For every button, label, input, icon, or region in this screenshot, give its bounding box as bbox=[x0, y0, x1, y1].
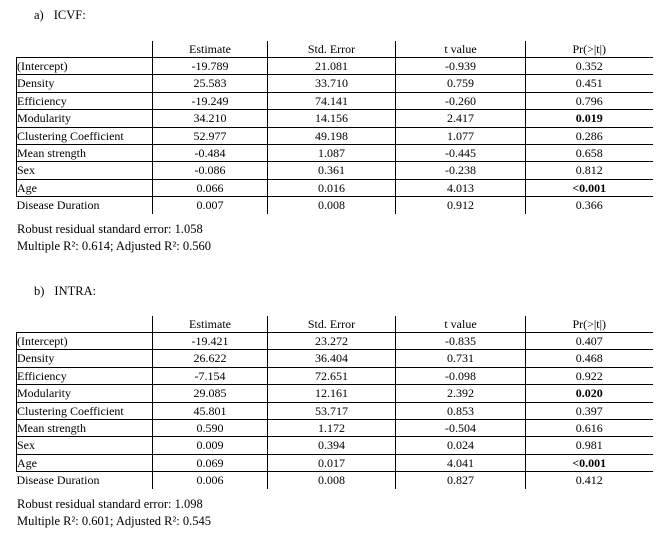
estimate-cell: 45.801 bbox=[153, 402, 268, 419]
std-error-cell: 53.717 bbox=[268, 402, 396, 419]
row-label: (Intercept) bbox=[17, 58, 153, 75]
table-row bbox=[17, 333, 653, 350]
estimate-cell: 26.622 bbox=[153, 350, 268, 367]
row-label: Age bbox=[17, 454, 153, 471]
estimate-cell: 25.583 bbox=[153, 75, 268, 92]
t-value-cell: 4.013 bbox=[396, 179, 526, 196]
col-std-error: Std. Error bbox=[268, 41, 396, 58]
std-error-cell: 49.198 bbox=[268, 127, 396, 144]
section-b-title: INTRA: bbox=[54, 284, 97, 298]
std-error-cell: 36.404 bbox=[268, 350, 396, 367]
table-row bbox=[17, 367, 653, 384]
std-error-cell: 0.008 bbox=[268, 197, 396, 214]
table-row bbox=[17, 402, 653, 419]
p-value-cell: 0.352 bbox=[526, 58, 653, 75]
row-label: Disease Duration bbox=[16, 198, 100, 213]
col-p-value: Pr(>|t|) bbox=[526, 41, 653, 58]
table-row bbox=[17, 437, 653, 454]
estimate-cell: 0.066 bbox=[153, 179, 268, 196]
table-row bbox=[17, 385, 653, 402]
t-value-cell: 0.024 bbox=[396, 437, 526, 454]
table-row bbox=[17, 420, 653, 437]
t-value-cell: -0.835 bbox=[396, 333, 526, 350]
table-row bbox=[17, 58, 653, 75]
std-error-cell: 23.272 bbox=[268, 333, 396, 350]
section-b-notes bbox=[17, 496, 211, 530]
row-label: Disease Duration bbox=[16, 473, 100, 488]
icvf-regression-table bbox=[16, 41, 653, 214]
table-row bbox=[17, 197, 653, 214]
p-value-cell: 0.616 bbox=[526, 420, 653, 437]
p-value-cell: 0.658 bbox=[526, 145, 653, 162]
r-squared-note: Multiple R²: 0.601; Adjusted R²: 0.545 bbox=[17, 514, 211, 528]
t-value-cell: 0.759 bbox=[396, 75, 526, 92]
row-label: Mean strength bbox=[17, 145, 153, 162]
estimate-cell: -0.484 bbox=[153, 145, 268, 162]
row-label: Mean strength bbox=[17, 420, 153, 437]
std-error-cell: 0.008 bbox=[268, 472, 396, 489]
estimate-cell: 29.085 bbox=[153, 385, 268, 402]
p-value-cell: 0.796 bbox=[526, 92, 653, 109]
std-error-cell: 1.087 bbox=[268, 145, 396, 162]
estimate-cell: -19.421 bbox=[153, 333, 268, 350]
std-error-cell: 0.016 bbox=[268, 179, 396, 196]
row-label: Efficiency bbox=[17, 92, 153, 109]
estimate-cell: -0.086 bbox=[153, 162, 268, 179]
table-row bbox=[17, 350, 653, 367]
table-row bbox=[17, 472, 653, 489]
table-row bbox=[17, 454, 653, 471]
table-row bbox=[17, 145, 653, 162]
t-value-cell: 0.731 bbox=[396, 350, 526, 367]
row-label: Clustering Coefficient bbox=[17, 127, 153, 144]
table-row bbox=[17, 162, 653, 179]
std-error-cell: 0.017 bbox=[268, 454, 396, 471]
estimate-cell: 0.007 bbox=[153, 197, 268, 214]
p-value-cell: 0.366 bbox=[526, 197, 653, 214]
estimate-cell: 0.590 bbox=[153, 420, 268, 437]
section-a-title: ICVF: bbox=[53, 8, 86, 22]
row-label: Sex bbox=[17, 162, 153, 179]
section-a-notes bbox=[17, 221, 211, 255]
std-error-cell: 1.172 bbox=[268, 420, 396, 437]
section-b-heading bbox=[34, 284, 96, 299]
row-label: Sex bbox=[17, 437, 153, 454]
row-label: Modularity bbox=[17, 385, 153, 402]
col-estimate: Estimate bbox=[153, 41, 268, 58]
p-value-cell: 0.397 bbox=[526, 402, 653, 419]
p-value-cell: 0.286 bbox=[526, 127, 653, 144]
p-value-cell: 0.451 bbox=[526, 75, 653, 92]
t-value-cell: 4.041 bbox=[396, 454, 526, 471]
p-value-cell: 0.412 bbox=[526, 472, 653, 489]
row-label: Density bbox=[17, 350, 153, 367]
table-header-row bbox=[17, 316, 653, 333]
table-row bbox=[17, 110, 653, 127]
p-value-cell: 0.812 bbox=[526, 162, 653, 179]
p-value-cell: 0.019 bbox=[526, 110, 653, 127]
estimate-cell: 0.069 bbox=[153, 454, 268, 471]
t-value-cell: -0.504 bbox=[396, 420, 526, 437]
std-error-cell: 21.081 bbox=[268, 58, 396, 75]
row-label: Density bbox=[17, 75, 153, 92]
t-value-cell: -0.445 bbox=[396, 145, 526, 162]
t-value-cell: -0.939 bbox=[396, 58, 526, 75]
t-value-cell: -0.260 bbox=[396, 92, 526, 109]
table-row bbox=[17, 127, 653, 144]
std-error-cell: 33.710 bbox=[268, 75, 396, 92]
section-a-heading bbox=[34, 8, 86, 23]
std-error-cell: 12.161 bbox=[268, 385, 396, 402]
intra-regression-table bbox=[16, 316, 653, 489]
col-p-value: Pr(>|t|) bbox=[526, 316, 653, 333]
row-label: Modularity bbox=[17, 110, 153, 127]
estimate-cell: 0.009 bbox=[153, 437, 268, 454]
std-error-cell: 0.361 bbox=[268, 162, 396, 179]
r-squared-note: Multiple R²: 0.614; Adjusted R²: 0.560 bbox=[17, 239, 211, 253]
table-row bbox=[17, 75, 653, 92]
col-t-value: t value bbox=[396, 316, 526, 333]
t-value-cell: 2.417 bbox=[396, 110, 526, 127]
section-b-label: b) bbox=[34, 284, 45, 298]
std-error-cell: 72.651 bbox=[268, 367, 396, 384]
estimate-cell: -19.249 bbox=[153, 92, 268, 109]
residual-se-note: Robust residual standard error: 1.058 bbox=[17, 222, 203, 236]
std-error-cell: 74.141 bbox=[268, 92, 396, 109]
estimate-cell: -7.154 bbox=[153, 367, 268, 384]
p-value-cell: <0.001 bbox=[526, 454, 653, 471]
row-label: (Intercept) bbox=[17, 333, 153, 350]
row-label: Efficiency bbox=[17, 367, 153, 384]
section-a-label: a) bbox=[34, 8, 44, 22]
p-value-cell: 0.407 bbox=[526, 333, 653, 350]
estimate-cell: 34.210 bbox=[153, 110, 268, 127]
residual-se-note: Robust residual standard error: 1.098 bbox=[17, 497, 203, 511]
t-value-cell: -0.098 bbox=[396, 367, 526, 384]
col-t-value: t value bbox=[396, 41, 526, 58]
row-label: Age bbox=[17, 179, 153, 196]
row-label: Clustering Coefficient bbox=[17, 402, 153, 419]
t-value-cell: 1.077 bbox=[396, 127, 526, 144]
estimate-cell: 52.977 bbox=[153, 127, 268, 144]
t-value-cell: 2.392 bbox=[396, 385, 526, 402]
col-std-error: Std. Error bbox=[268, 316, 396, 333]
t-value-cell: 0.853 bbox=[396, 402, 526, 419]
estimate-cell: 0.006 bbox=[153, 472, 268, 489]
t-value-cell: -0.238 bbox=[396, 162, 526, 179]
table-header-row bbox=[17, 41, 653, 58]
p-value-cell: 0.468 bbox=[526, 350, 653, 367]
table-row bbox=[17, 92, 653, 109]
table-row bbox=[17, 179, 653, 196]
t-value-cell: 0.827 bbox=[396, 472, 526, 489]
estimate-cell: -19.789 bbox=[153, 58, 268, 75]
col-estimate: Estimate bbox=[153, 316, 268, 333]
t-value-cell: 0.912 bbox=[396, 197, 526, 214]
p-value-cell: <0.001 bbox=[526, 179, 653, 196]
std-error-cell: 0.394 bbox=[268, 437, 396, 454]
p-value-cell: 0.020 bbox=[526, 385, 653, 402]
p-value-cell: 0.981 bbox=[526, 437, 653, 454]
p-value-cell: 0.922 bbox=[526, 367, 653, 384]
std-error-cell: 14.156 bbox=[268, 110, 396, 127]
